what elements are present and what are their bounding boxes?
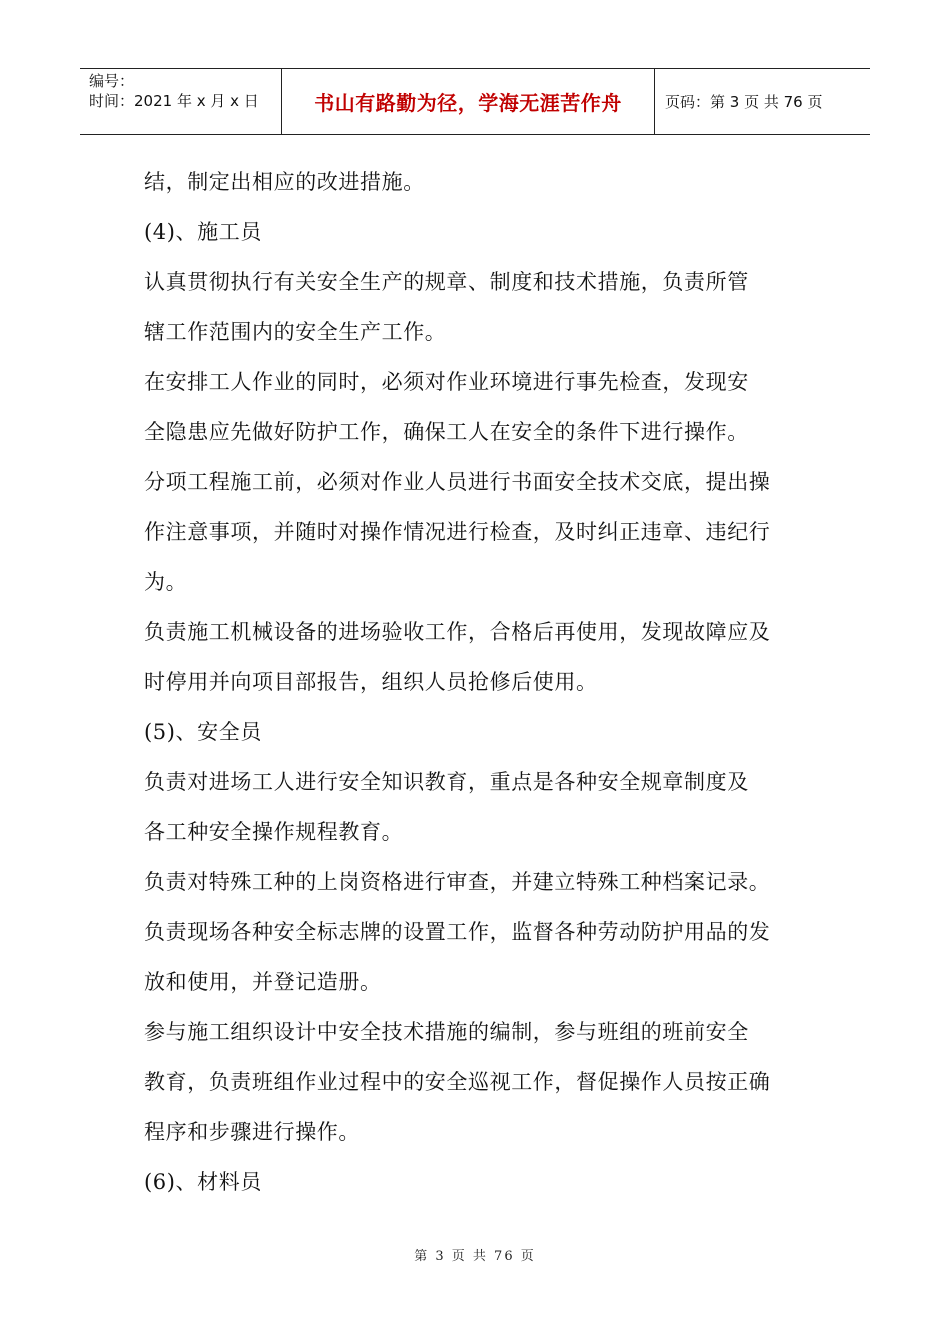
- body-line: 放和使用，并登记造册。: [144, 970, 382, 994]
- body-line: 负责施工机械设备的进场验收工作，合格后再使用，发现故障应及: [144, 620, 771, 644]
- body-line: 作注意事项，并随时对操作情况进行检查，及时纠正违章、违纪行: [144, 520, 771, 544]
- document-time-label: 时间：2021 年 x 月 x 日: [89, 92, 259, 110]
- body-line: 全隐患应先做好防护工作，确保工人在安全的条件下进行操作。: [144, 420, 749, 444]
- body-line: 参与施工组织设计中安全技术措施的编制，参与班组的班前安全: [144, 1020, 749, 1044]
- body-line: 时停用并向项目部报告，组织人员抢修后使用。: [144, 670, 598, 694]
- body-line: 认真贯彻执行有关安全生产的规章、制度和技术措施，负责所管: [144, 270, 749, 294]
- body-line: 负责对进场工人进行安全知识教育，重点是各种安全规章制度及: [144, 770, 749, 794]
- page-header: [80, 68, 870, 135]
- section-heading: (5)、安全员: [144, 720, 262, 744]
- section-heading: (4)、施工员: [144, 220, 262, 244]
- document-body: [144, 157, 814, 1207]
- body-line: 为。: [144, 570, 188, 594]
- body-line: 负责对特殊工种的上岗资格进行审查，并建立特殊工种档案记录。: [144, 870, 771, 894]
- body-line: 分项工程施工前，必须对作业人员进行书面安全技术交底，提出操: [144, 470, 771, 494]
- document-number-label: 编号：: [89, 72, 135, 90]
- header-meta: [80, 69, 282, 134]
- body-line: 结，制定出相应的改进措施。: [144, 170, 425, 194]
- header-motto: 书山有路勤为径，学海无涯苦作舟: [282, 69, 655, 134]
- body-line: 在安排工人作业的同时，必须对作业环境进行事先检查，发现安: [144, 370, 749, 394]
- body-line: 教育，负责班组作业过程中的安全巡视工作，督促操作人员按正确: [144, 1070, 771, 1094]
- body-line: 辖工作范围内的安全生产工作。: [144, 320, 447, 344]
- body-line: 程序和步骤进行操作。: [144, 1120, 360, 1144]
- header-page-label: 页码：第 3 页 共 76 页: [665, 93, 823, 111]
- body-line: 负责现场各种安全标志牌的设置工作，监督各种劳动防护用品的发: [144, 920, 771, 944]
- section-heading: (6)、材料员: [144, 1170, 262, 1194]
- body-line: 各工种安全操作规程教育。: [144, 820, 404, 844]
- page-footer: 第 3 页 共 76 页: [414, 1249, 536, 1264]
